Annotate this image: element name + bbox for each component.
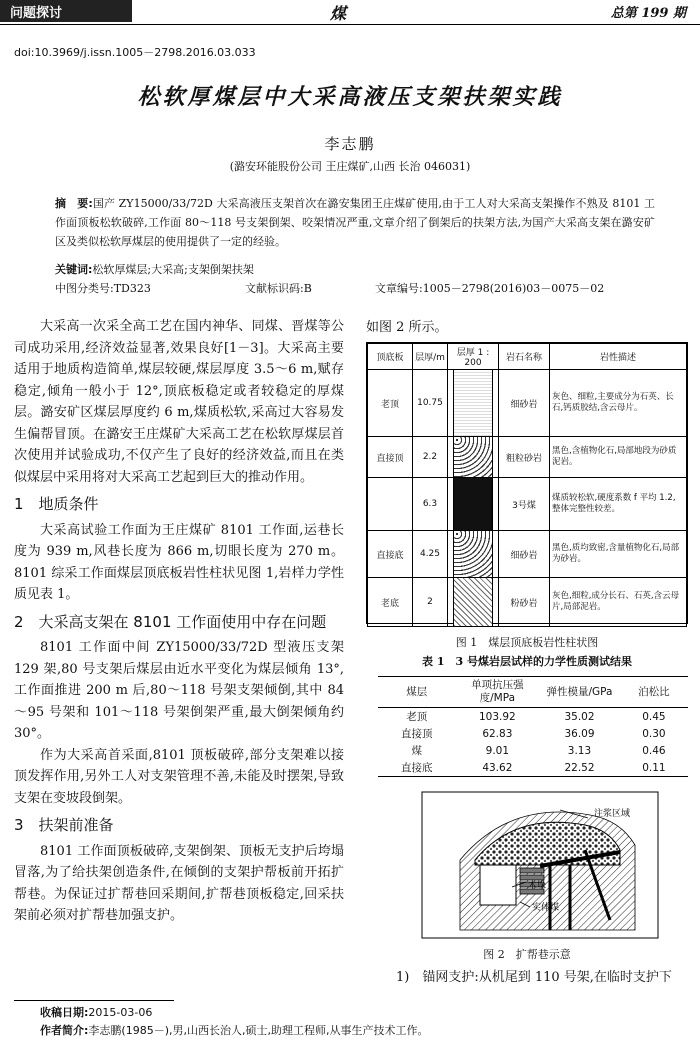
doc-code: 文献标识码:B — [245, 282, 312, 295]
table-1-caption: 表 1 3 号煤岩层试样的力学性质测试结果 — [422, 655, 632, 668]
author-bio-label: 作者简介: — [40, 1024, 89, 1037]
strata-column-figure — [366, 342, 688, 624]
paper-title: 松软厚煤层中大采高液压支架扶架实践 — [137, 84, 563, 110]
table-cell: 0.30 — [642, 727, 666, 740]
fig1-row-pos: 直接顶 — [368, 437, 413, 478]
received-date: 2015-03-06 — [88, 1006, 153, 1019]
intro-paragraph: 大采高一次采全高工艺在国内神华、同煤、晋煤等公司成功采用,经济效益显著,效果良好[1－3]。大采高主要适用于地质构造简单,煤层较硬,煤层厚度 3.5～6 m,赋存稳定,倾角一般小于 12°,顶底板稳定或者较稳定的厚煤层。潞安矿区煤层厚度约 6 m,煤质松软,采高过大容易发生偏帮冒顶。在潞安王庄煤矿大采高工艺在松软厚煤层首次使用并试验成功,不仅产生了良好的经济效益,而且在类似煤层中采用将对大采高工艺起到巨大的推动作用。 — [14, 319, 344, 485]
table-header: 泊松比 — [620, 677, 688, 708]
fig1-row-name: 粗粒砂岩 — [499, 437, 550, 478]
fig1-row-thick: 6.3 — [413, 478, 448, 531]
fig1-row-pattern — [448, 370, 499, 437]
fig1-row-thick: 2.2 — [413, 437, 448, 478]
body-left-column — [14, 316, 344, 927]
table-cell: 62.83 — [482, 727, 513, 740]
fig1-row-pos — [368, 478, 413, 531]
clc-number: 中图分类号:TD323 — [55, 282, 151, 295]
received-label: 收稿日期: — [40, 1006, 89, 1019]
fig1-row-name: 粉砂岩 — [499, 578, 550, 627]
table-cell: 35.02 — [564, 710, 595, 723]
article-number: 文章编号:1005－2798(2016)03－0075－02 — [375, 282, 605, 295]
doi: doi:10.3969/j.issn.1005－2798.2016.03.033 — [14, 46, 256, 59]
abstract — [55, 194, 655, 251]
fig1-row-name: 细砂岩 — [499, 531, 550, 578]
fig2-label-coal: 实体煤 — [532, 903, 560, 913]
table-cell: 0.45 — [642, 710, 666, 723]
table-cell: 直接顶 — [401, 728, 433, 740]
header-rule — [0, 24, 700, 25]
table-cell: 22.52 — [539, 759, 620, 777]
journal-logo: 煤 — [330, 4, 347, 23]
keywords-text: 松软厚煤层;大采高;支架倒架扶架 — [92, 263, 254, 276]
affiliation: (潞安环能股份公司 王庄煤矿,山西 长治 046031) — [229, 160, 471, 173]
table-cell: 36.09 — [564, 727, 595, 740]
fig1-row-thick: 4.25 — [413, 531, 448, 578]
fig1-header-desc: 岩性描述 — [550, 344, 687, 370]
section-2-text-2: 作为大采高首采面,8101 顶板破碎,部分支架难以接顶发挥作用,另外工人对支架管理不善,未能及时摆架,导致支架在变坡段倒架。 — [14, 747, 344, 806]
fig1-row-desc: 灰色、细粒,主要成分为石英、长石,钙质胶结,含云母片。 — [550, 370, 687, 437]
article-meta — [55, 280, 675, 296]
fig1-row-desc: 黑色,含植物化石,局部地段为砂质泥岩。 — [550, 437, 687, 478]
table-row — [378, 725, 688, 742]
author-name: 李志鹏 — [324, 135, 376, 153]
fig1-header-name: 岩石名称 — [499, 344, 550, 370]
fig1-row-name: 3号煤 — [499, 478, 550, 531]
support-item-1: 1) 锚网支护:从机尾到 110 号架,在临时支护下 — [396, 970, 672, 985]
fig2-label-grout: 注浆区域 — [594, 809, 631, 819]
fig1-header-scale: 层厚 1 : 200 — [448, 344, 499, 370]
fig1-row-pos: 直接底 — [368, 531, 413, 578]
table-cell: 9.01 — [485, 744, 510, 757]
keywords — [55, 261, 655, 277]
section-1-text: 大采高试验工作面为王庄煤矿 8101 工作面,运巷长度为 939 m,风巷长度为 866 m,切眼长度为 270 m。8101 综采工作面煤层顶底板岩性柱状见图 1,岩样力学性质见表 1。 — [14, 522, 344, 602]
table-cell: 煤 — [411, 745, 422, 757]
table-header: 煤层 — [378, 677, 456, 708]
abstract-text: 国产 ZY15000/33/72D 大采高液压支架首次在潞安集团王庄煤矿使用,由于工人对大采高支架操作不熟及 8101 工作面顶板松软破碎,工作面 80～118 号支架倒架、咬架情况严重,文章介绍了倒架后的扶架方法,为国产大采高支架在潞安矿区及类似松软厚煤层的使用提供了一定的经验。 — [55, 197, 655, 248]
section-1-heading: 1 地质条件 — [14, 495, 99, 513]
fig1-header-pos: 顶底板 — [368, 344, 413, 370]
fig1-row-thick: 2 — [413, 578, 448, 627]
table-row — [378, 759, 688, 777]
section-2-heading: 2 大采高支架在 8101 工作面使用中存在问题 — [14, 612, 327, 631]
fig1-row-pattern — [448, 531, 499, 578]
author-bio: 李志鹏(1985－),男,山西长治人,硕士,助理工程师,从事生产技术工作。 — [88, 1024, 429, 1037]
section-2-text-1: 8101 工作面中间 ZY15000/33/72D 型液压支架 129 架,80 号支架后煤层由近水平变化为煤层倾角 13°,工作面推进 200 m 后,80～118 号架支架倾倒,其中 84～95 号架和 101～118 号架倒架严重,最大倒架倾角约 30°。 — [14, 640, 344, 741]
table-row — [378, 742, 688, 759]
fig1-row-desc: 黑色,质均致密,含量植物化石,局部为砂岩。 — [550, 531, 687, 578]
table-row — [378, 708, 688, 726]
fig1-row-desc: 灰色,细粒,成分长石、石英,含云母片,局部泥岩。 — [550, 578, 687, 627]
footnote — [40, 1004, 428, 1040]
table-cell: 老顶 — [406, 711, 428, 723]
fig1-row-name: 细砂岩 — [499, 370, 550, 437]
table-1 — [378, 676, 688, 777]
table-cell: 0.11 — [620, 759, 688, 777]
section-3-heading: 3 扶架前准备 — [14, 816, 114, 834]
issue-number: 总第 199 期 — [610, 6, 686, 21]
fig1-row-thick: 10.75 — [413, 370, 448, 437]
table-header: 弹性模量/GPa — [539, 677, 620, 708]
fig2-label-wood: 木垛 — [528, 881, 547, 891]
fig2-roadway-opening — [480, 865, 516, 905]
table-cell: 103.92 — [478, 710, 516, 723]
footer-rule — [14, 1000, 174, 1001]
figure-2-caption: 图 2 扩帮巷示意 — [483, 948, 571, 961]
figure-1-caption: 图 1 煤层顶底板岩性柱状图 — [455, 636, 599, 649]
fig1-row-pos: 老顶 — [368, 370, 413, 437]
section-tab: 问题探讨 — [0, 0, 132, 22]
expansion-roadway-figure — [420, 790, 660, 940]
table-cell: 43.62 — [456, 759, 540, 777]
abstract-label: 摘 要: — [55, 197, 93, 210]
table-cell: 0.46 — [642, 744, 666, 757]
fig1-row-pos: 老底 — [368, 578, 413, 627]
table-header: 单项抗压强度/MPa — [456, 677, 540, 708]
table-cell: 3.13 — [567, 744, 592, 757]
section-3-text: 8101 工作面顶板破碎,支架倒架、顶板无支护后垮塌冒落,为了给扶架创造条件,在倾倒的支架护帮板前开拓扩帮巷。为保证过扩帮巷回采期间,扩帮巷顶板稳定,回采扶架前必须对扩帮巷加强支护。 — [14, 843, 344, 923]
table-cell: 直接底 — [378, 759, 456, 777]
keywords-label: 关键词: — [55, 263, 93, 276]
right-intro-text: 如图 2 所示。 — [366, 320, 448, 335]
fig1-row-pattern — [448, 578, 499, 627]
fig1-row-desc: 煤质较松软,硬度系数 f 平均 1.2,整体完整性较差。 — [550, 478, 687, 531]
fig1-row-pattern — [448, 437, 499, 478]
fig1-row-pattern — [448, 478, 499, 531]
fig1-header-thick: 层厚/m — [413, 344, 448, 370]
